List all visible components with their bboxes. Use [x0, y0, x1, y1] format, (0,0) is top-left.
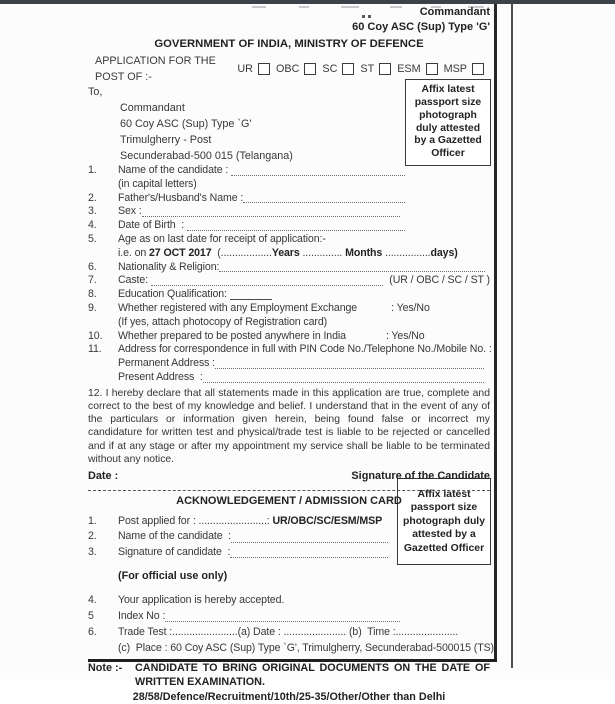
item-text: (b) Time :	[346, 626, 396, 639]
form-item-row	[88, 178, 490, 192]
item-text: i.e. on	[118, 246, 150, 259]
acknowledgement-item-list	[88, 514, 490, 561]
dotted-leader	[187, 230, 405, 231]
item-text: : Yes/No	[391, 301, 430, 314]
dotted-leader	[165, 621, 400, 622]
photo-box-line: Officer	[431, 148, 465, 160]
form-item-row	[88, 545, 390, 561]
item-text: Father's/Husband's Name :	[118, 191, 244, 204]
item-number: 5	[88, 610, 94, 623]
item-text: days)	[430, 246, 458, 259]
form-item-list	[88, 164, 490, 385]
form-item-row	[88, 288, 490, 302]
item-text: (in capital letters)	[118, 177, 197, 190]
item-text: Months	[345, 246, 383, 259]
photo-box-line: passport size	[414, 96, 482, 108]
item-text: (c) Place : 60 Coy ASC (Sup) Type `G', Trimulgherry, Secunderabad-500015 (TS)	[118, 642, 494, 655]
footer-reference: 28/58/Defence/Recruitment/10th/25-35/Other/Other than Delhi	[132, 691, 446, 704]
item-segments	[118, 302, 490, 316]
declaration-paragraph: 12. I hereby declare that all statements made in this application are true, complete and correct to the best of my knowledge and belief. I understand that in the event of any of the particulars or information given herein, being found false or incorrect my candidature for written test and physical/trade test is liable to be rejected or cancelled and if at any stage or after my appointment my service shall be liable to be terminated without any notice.	[88, 387, 490, 465]
addressee-line: 60 Coy ASC (Sup) Type `G'	[120, 118, 252, 130]
item-text: ................	[382, 246, 431, 259]
form-item-row	[88, 592, 490, 608]
category-label: MSP	[443, 63, 467, 75]
form-item-row	[88, 529, 390, 545]
dotted-leader	[151, 285, 384, 286]
dotted-leader	[231, 542, 388, 543]
form-item-row	[88, 316, 490, 330]
acknowledgement-title: ACKNOWLEDGEMENT / ADMISSION CARD	[176, 494, 402, 507]
form-item-row	[88, 274, 490, 288]
photo-box-line: Affix latest	[421, 84, 475, 96]
signature-label: Signature of the Candidate	[351, 469, 490, 482]
item-text: ..................	[220, 246, 272, 259]
sender-designation: Commandant	[419, 6, 490, 18]
form-item-row	[88, 192, 490, 206]
item-text: Date of Birth :	[118, 219, 187, 232]
item-text: ......................	[283, 626, 347, 639]
item-text: (a) Date :	[237, 626, 284, 639]
form-item-row	[88, 343, 490, 357]
addressee-line: Trimulgherry - Post	[120, 134, 212, 146]
item-text: Post applied for :	[118, 514, 199, 527]
addressee-line: Commandant	[120, 102, 185, 114]
application-post-prefix: APPLICATION FOR THE POST OF :-	[95, 55, 216, 83]
item-text: (	[211, 246, 221, 259]
category-label: UR	[237, 63, 253, 75]
section-divider	[88, 490, 490, 491]
item-segments	[118, 288, 490, 302]
category-checkbox-st	[379, 63, 391, 75]
document-title: GOVERNMENT OF INDIA, MINISTRY OF DEFENCE	[154, 38, 424, 50]
addressee-line: Secunderabad-500 015 (Telangana)	[120, 150, 293, 162]
item-number: 2.	[88, 191, 97, 204]
category-checkbox-sc	[342, 63, 354, 75]
item-text: :	[266, 514, 273, 527]
item-segments	[118, 592, 490, 608]
item-segments	[118, 545, 390, 561]
item-text: Education Qualification:	[118, 288, 230, 301]
form-item-row	[88, 302, 490, 316]
item-number: 3.	[88, 545, 97, 558]
form-item-row	[88, 247, 490, 261]
item-number: 4.	[88, 219, 97, 232]
item-segments	[118, 316, 490, 330]
category-label: ESM	[397, 63, 421, 75]
form-item-row	[88, 330, 490, 344]
item-text: Caste:	[118, 274, 151, 287]
item-text: ..............	[299, 246, 346, 259]
form-item-row	[88, 371, 490, 385]
form-item-row	[88, 608, 490, 624]
item-text: Whether registered with any Employment Exchange	[118, 301, 358, 314]
item-number: 3.	[88, 205, 97, 218]
item-number: 10.	[88, 329, 103, 342]
item-text: Your application is hereby accepted.	[118, 594, 285, 607]
dotted-leader	[142, 216, 400, 217]
item-number: 6.	[88, 626, 97, 639]
official-use-label: (For official use only)	[118, 570, 228, 583]
category-checkbox-esm	[426, 63, 438, 75]
item-segments	[118, 192, 490, 206]
dotted-leader	[203, 382, 484, 383]
form-item-row	[88, 261, 490, 275]
item-segments	[118, 624, 490, 640]
item-text: 27 OCT 2017	[149, 246, 212, 259]
photo-box-line: duly attested	[415, 122, 481, 134]
item-segments	[118, 608, 490, 624]
photo-box-line: Gazetted Officer	[403, 542, 485, 554]
date-signature-row	[88, 469, 490, 483]
item-number: 11.	[88, 343, 102, 356]
item-number: 8.	[88, 288, 97, 301]
item-text: Permanent Address :	[118, 357, 216, 370]
category-checkbox-ur	[258, 63, 270, 75]
item-text: Name of the candidate :	[118, 530, 232, 543]
form-item-row	[88, 624, 490, 640]
dotted-leader	[231, 175, 405, 176]
item-text: UR/OBC/SC/ESM/MSP	[272, 514, 383, 527]
category-label: SC	[322, 63, 338, 75]
item-text: (UR / OBC / SC / ST )	[386, 274, 490, 287]
page-edge-line	[511, 4, 513, 668]
form-item-row	[88, 233, 490, 247]
item-text: Address for correspondence in full with PIN Code No./Telephone No./Mobile No. :	[118, 343, 492, 356]
item-text: Signature of candidate :	[118, 545, 231, 558]
photo-box-line: photograph	[419, 109, 477, 121]
form-item-row	[88, 205, 490, 219]
item-text: (If yes, attach photocopy of Registration card)	[118, 315, 328, 328]
note-text-line1: CANDIDATE TO BRING ORIGINAL DOCUMENTS ON THE DATE OF	[135, 662, 490, 675]
form-item-row	[88, 219, 490, 233]
item-text: Nationality & Religion:	[118, 260, 220, 273]
application-post-line	[88, 53, 490, 85]
item-number: 2.	[88, 530, 97, 543]
photo-box-line: attested by a	[412, 529, 476, 541]
form-item-row	[88, 640, 494, 656]
item-text: ......................	[395, 626, 459, 639]
form-item-row	[88, 514, 390, 530]
item-number: 7.	[88, 274, 97, 287]
form-item-row	[88, 164, 490, 178]
item-segments	[118, 178, 490, 192]
item-text: .......................	[172, 626, 238, 639]
note-block	[88, 661, 490, 689]
item-text: : Yes/No	[385, 329, 425, 342]
blank-underline	[230, 299, 272, 300]
note-label: Note :-	[88, 662, 123, 675]
item-segments	[118, 233, 490, 247]
item-text: Name of the candidate :	[118, 164, 232, 176]
acknowledgement-item-list	[88, 592, 494, 656]
item-segments	[118, 640, 494, 656]
scan-top-bar	[0, 0, 615, 4]
category-label: ST	[360, 63, 375, 75]
item-text: Age as on last date for receipt of application:-	[118, 232, 326, 245]
item-segments	[118, 164, 490, 178]
item-text: Years	[271, 246, 300, 259]
item-number: 1.	[88, 514, 97, 527]
item-text: ........................	[198, 514, 267, 527]
sender-unit: 60 Coy ASC (Sup) Type 'G'	[352, 21, 490, 33]
item-text: Trade Test :	[118, 626, 173, 639]
item-text: Present Address :	[118, 370, 203, 383]
form-content	[88, 5, 494, 704]
photo-box-line: by a Gazetted	[414, 135, 482, 147]
photo-box-line: passport size	[410, 502, 478, 514]
item-segments	[118, 219, 490, 233]
item-segments	[118, 514, 390, 530]
item-segments	[118, 205, 490, 219]
addressee-salutation: To,	[88, 86, 103, 98]
item-segments	[118, 357, 490, 371]
item-number: 1.	[88, 164, 97, 176]
item-segments	[118, 261, 490, 275]
item-text: Sex :	[118, 205, 142, 218]
note-text-line2: WRITTEN EXAMINATION.	[135, 676, 265, 689]
dotted-leader	[243, 202, 405, 203]
item-segments	[118, 529, 390, 545]
page-right-border	[494, 4, 497, 660]
item-number: 9.	[88, 301, 97, 314]
dotted-leader	[215, 368, 484, 369]
item-text: Whether prepared to be posted anywhere in India	[118, 329, 346, 342]
item-segments	[118, 371, 490, 385]
item-segments	[118, 343, 490, 357]
item-text: Index No :	[118, 610, 166, 623]
dotted-leader	[230, 557, 388, 558]
item-number: 4.	[88, 594, 97, 607]
item-number: 5.	[88, 232, 97, 245]
category-checkbox-obc	[304, 63, 316, 75]
photo-box-line: photograph duly	[403, 515, 485, 527]
item-segments	[118, 330, 490, 344]
note-text	[135, 661, 490, 689]
photo-box-line: Affix latest	[417, 488, 471, 500]
date-label: Date :	[88, 469, 119, 482]
category-label: OBC	[275, 63, 300, 75]
form-item-row	[88, 357, 490, 371]
item-segments	[118, 247, 490, 261]
dotted-leader	[219, 271, 485, 272]
item-number: 6.	[88, 260, 97, 273]
item-segments	[118, 274, 490, 288]
category-checkbox-msp	[472, 63, 484, 75]
